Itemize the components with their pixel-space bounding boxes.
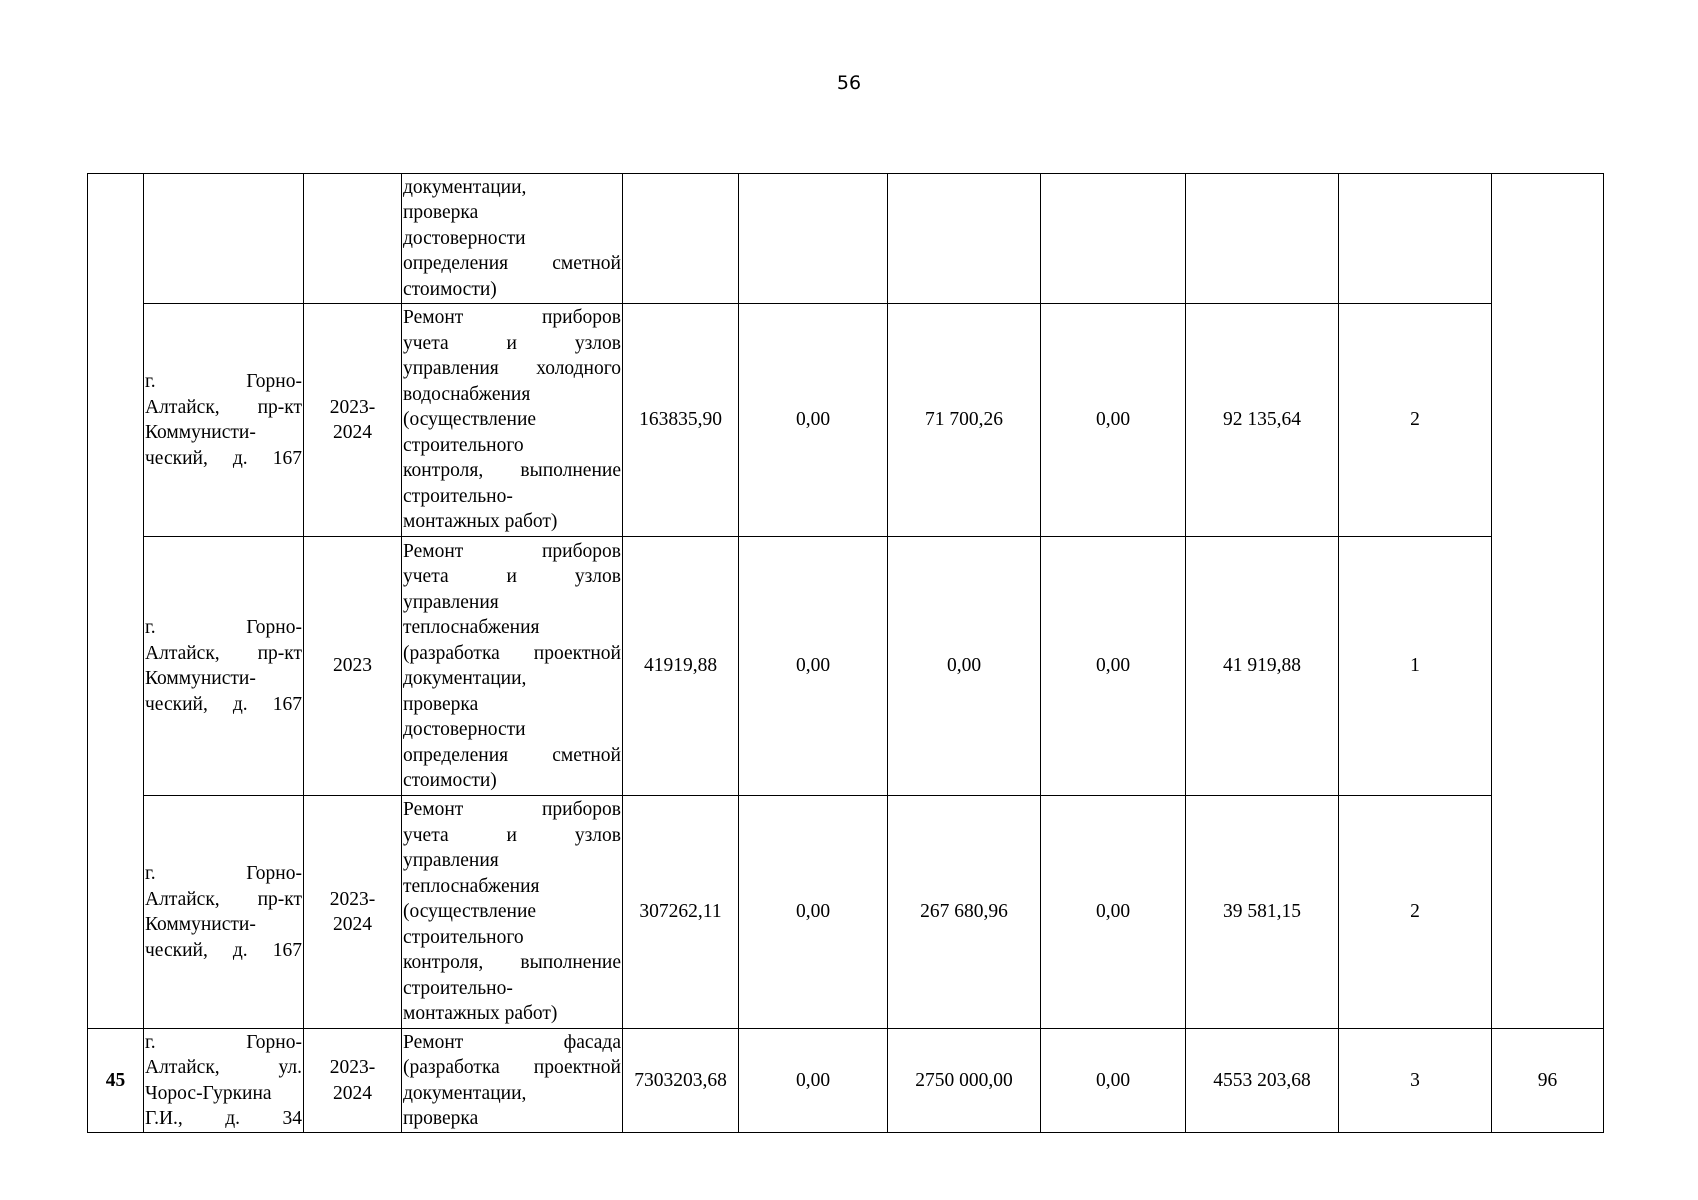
col-a-cell: 0,00 xyxy=(739,796,888,1029)
number-cell xyxy=(88,174,144,1029)
address-cell: г. Горно- Алтайск, пр-кт Коммунисти- ческий, д. 167 xyxy=(144,304,304,537)
total-cell: 163835,90 xyxy=(623,304,739,537)
col-b-cell: 0,00 xyxy=(888,537,1041,796)
col-e-cell: 2 xyxy=(1339,304,1492,537)
years-cell: 2023 xyxy=(304,537,402,796)
page-number: 56 xyxy=(836,72,862,94)
table-row xyxy=(88,304,1604,537)
description-cell: Ремонт приборов учета и узлов управления теплоснабжения (разработка проектной документации, проверка достоверности определения сметной стоимости) xyxy=(402,537,623,796)
number-cell: 45 xyxy=(88,1029,144,1133)
col-c-cell: 0,00 xyxy=(1041,796,1186,1029)
col-e-cell: 1 xyxy=(1339,537,1492,796)
total-cell: 41919,88 xyxy=(623,537,739,796)
description-line: проверка xyxy=(403,202,479,224)
col-f-cell xyxy=(1492,174,1604,1029)
col-e-cell xyxy=(1339,174,1492,304)
col-d-cell: 4553 203,68 xyxy=(1186,1029,1339,1133)
col-c-cell: 0,00 xyxy=(1041,537,1186,796)
total-cell xyxy=(623,174,739,304)
table-row xyxy=(88,537,1604,796)
address-cell: г. Горно- Алтайск, пр-кт Коммунисти- ческий, д. 167 xyxy=(144,796,304,1029)
description-cell: Ремонт фасада (разработка проектной документации, проверка xyxy=(402,1029,623,1133)
description-line: документации, xyxy=(403,176,527,198)
table-row xyxy=(88,796,1604,1029)
col-d-cell: 41 919,88 xyxy=(1186,537,1339,796)
col-b-cell: 2750 000,00 xyxy=(888,1029,1041,1133)
address-cell: г. Горно- Алтайск, пр-кт Коммунисти- ческий, д. 167 xyxy=(144,537,304,796)
total-cell: 7303203,68 xyxy=(623,1029,739,1133)
years-cell xyxy=(304,174,402,304)
works-table xyxy=(87,173,1604,1133)
col-c-cell: 0,00 xyxy=(1041,1029,1186,1133)
table-row xyxy=(88,174,1604,304)
description-cell: Ремонт приборов учета и узлов управления теплоснабжения (осуществление строительного контроля, выполнение строительно- монтажных работ) xyxy=(402,796,623,1029)
col-c-cell: 0,00 xyxy=(1041,304,1186,537)
col-d-cell: 39 581,15 xyxy=(1186,796,1339,1029)
col-a-cell: 0,00 xyxy=(739,537,888,796)
description-line: определения сметной xyxy=(403,253,621,275)
description-cell: Ремонт приборов учета и узлов управления холодного водоснабжения (осуществление строительного контроля, выполнение строительно- монтажных работ) xyxy=(402,304,623,537)
col-b-cell: 267 680,96 xyxy=(888,796,1041,1029)
total-cell: 307262,11 xyxy=(623,796,739,1029)
years-cell: 2023- 2024 xyxy=(304,796,402,1029)
description-line: стоимости) xyxy=(403,278,497,300)
col-e-cell: 3 xyxy=(1339,1029,1492,1133)
description-cell xyxy=(402,174,623,304)
table-row xyxy=(88,1029,1604,1133)
col-a-cell xyxy=(739,174,888,304)
col-a-cell: 0,00 xyxy=(739,1029,888,1133)
address-cell xyxy=(144,174,304,304)
col-c-cell xyxy=(1041,174,1186,304)
col-f-cell: 96 xyxy=(1492,1029,1604,1133)
col-e-cell: 2 xyxy=(1339,796,1492,1029)
col-d-cell xyxy=(1186,174,1339,304)
address-cell: г. Горно- Алтайск, ул. Чорос-Гуркина Г.И., д. 34 xyxy=(144,1029,304,1133)
col-b-cell: 71 700,26 xyxy=(888,304,1041,537)
col-b-cell xyxy=(888,174,1041,304)
years-cell: 2023- 2024 xyxy=(304,304,402,537)
years-cell: 2023- 2024 xyxy=(304,1029,402,1133)
description-line: достоверности xyxy=(403,227,526,249)
col-d-cell: 92 135,64 xyxy=(1186,304,1339,537)
col-a-cell: 0,00 xyxy=(739,304,888,537)
